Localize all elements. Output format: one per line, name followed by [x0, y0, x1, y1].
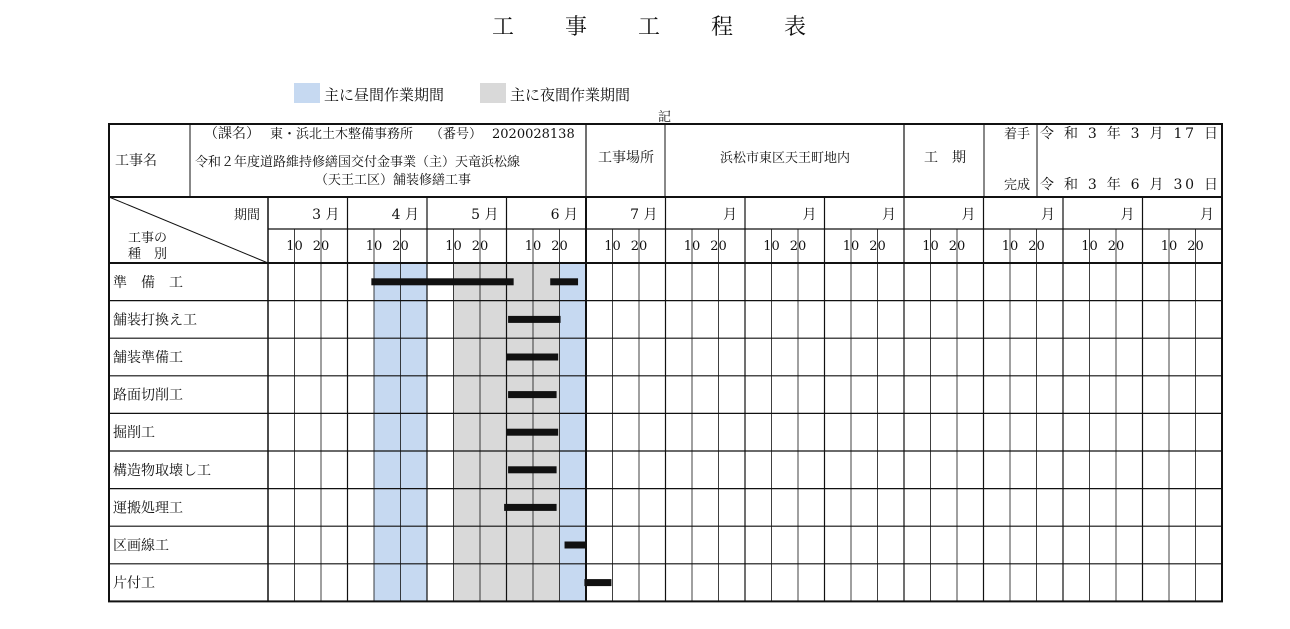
day-label: 10	[365, 239, 383, 254]
day-label: 10	[524, 239, 542, 254]
number-value: 2020028138	[492, 127, 575, 142]
work-type-label: 掘削工	[113, 425, 155, 442]
day-label: 20	[789, 239, 807, 254]
work-type-label: 舗装打換え工	[113, 312, 197, 329]
month-label: 月	[882, 207, 896, 223]
work-type-label: 舗装準備工	[113, 350, 183, 366]
day-label: 20	[948, 239, 966, 254]
month-label: 月	[802, 207, 817, 223]
day-label: 20	[630, 239, 648, 254]
location-value: 浜松市東区天王町地内	[719, 151, 851, 166]
schedule-bar	[508, 466, 556, 473]
day-label: 20	[312, 239, 330, 254]
ki-label: 記	[658, 110, 672, 125]
work-type-label: 構造物取壊し工	[113, 462, 211, 479]
type-header-line1: 工事の	[128, 231, 168, 246]
day-label: 10	[286, 239, 303, 254]
month-label: 月	[961, 207, 976, 223]
type-header-line2: 種 別	[128, 247, 168, 262]
day-label: 20	[869, 239, 886, 254]
day-label: 20	[471, 239, 489, 254]
day-label: 10	[842, 239, 860, 254]
month-label: 3 月	[312, 207, 340, 223]
day-shading	[560, 263, 586, 601]
section-label: （課名）	[204, 126, 260, 142]
day-label: 10	[763, 239, 780, 254]
work-type-label: 片付工	[113, 575, 155, 592]
month-label: 月	[1041, 207, 1055, 223]
schedule-bar	[565, 542, 586, 549]
day-label: 20	[551, 239, 568, 254]
schedule-bar	[508, 316, 560, 323]
document-title: 工 事 工 程 表	[492, 15, 828, 40]
day-label: 10	[604, 239, 621, 254]
work-type-label: 運搬処理工	[113, 500, 183, 517]
day-label: 20	[710, 239, 727, 254]
day-label: 20	[1187, 239, 1204, 254]
month-label: 7 月	[630, 207, 658, 223]
start-date: 令 和 3 年 3 月 17 日	[1040, 126, 1218, 142]
work-type-label: 準 備 工	[113, 274, 183, 291]
month-label: 月	[1200, 207, 1214, 223]
end-date: 令 和 3 年 6 月 30 日	[1040, 177, 1218, 193]
period-header: 期間	[234, 208, 261, 223]
end-label: 完成	[1004, 178, 1031, 193]
section-value: 東・浜北土木整備事務所	[270, 127, 414, 142]
month-label: 6 月	[550, 207, 578, 223]
period-label: 工 期	[924, 150, 966, 166]
day-label: 20	[1028, 239, 1045, 254]
day-label: 10	[1001, 239, 1019, 254]
number-label: （番号）	[430, 127, 483, 142]
schedule-bar	[584, 579, 611, 586]
work-type-label: 区画線工	[113, 538, 169, 554]
project-title-line1: 令和２年度道路維持修繕国交付金事業（主）天竜浜松線	[195, 155, 521, 170]
day-label: 10	[1160, 239, 1178, 254]
month-label: 月	[723, 207, 737, 223]
project-name-label: 工事名	[115, 153, 157, 169]
schedule-bar	[507, 354, 559, 361]
day-label: 20	[1107, 239, 1125, 254]
work-type-label: 路面切削工	[113, 387, 183, 404]
legend-night-label: 主に夜間作業期間	[510, 86, 631, 104]
day-label: 10	[1081, 239, 1098, 254]
day-label: 10	[445, 239, 462, 254]
project-title-line2: （天王工区）舗装修繕工事	[314, 173, 472, 188]
schedule-bar	[508, 391, 556, 398]
schedule-bar	[507, 429, 559, 436]
month-label: 月	[1120, 207, 1135, 223]
day-label: 10	[683, 239, 701, 254]
schedule-bar	[550, 278, 578, 285]
schedule-bar	[504, 504, 556, 511]
schedule-bar	[371, 278, 513, 285]
day-label: 10	[922, 239, 939, 254]
month-label: 4 月	[391, 207, 419, 223]
location-label: 工事場所	[598, 150, 654, 166]
legend-day-label: 主に昼間作業期間	[324, 86, 445, 104]
month-label: 5 月	[471, 207, 499, 223]
start-label: 着手	[1004, 127, 1031, 142]
day-label: 20	[392, 239, 409, 254]
